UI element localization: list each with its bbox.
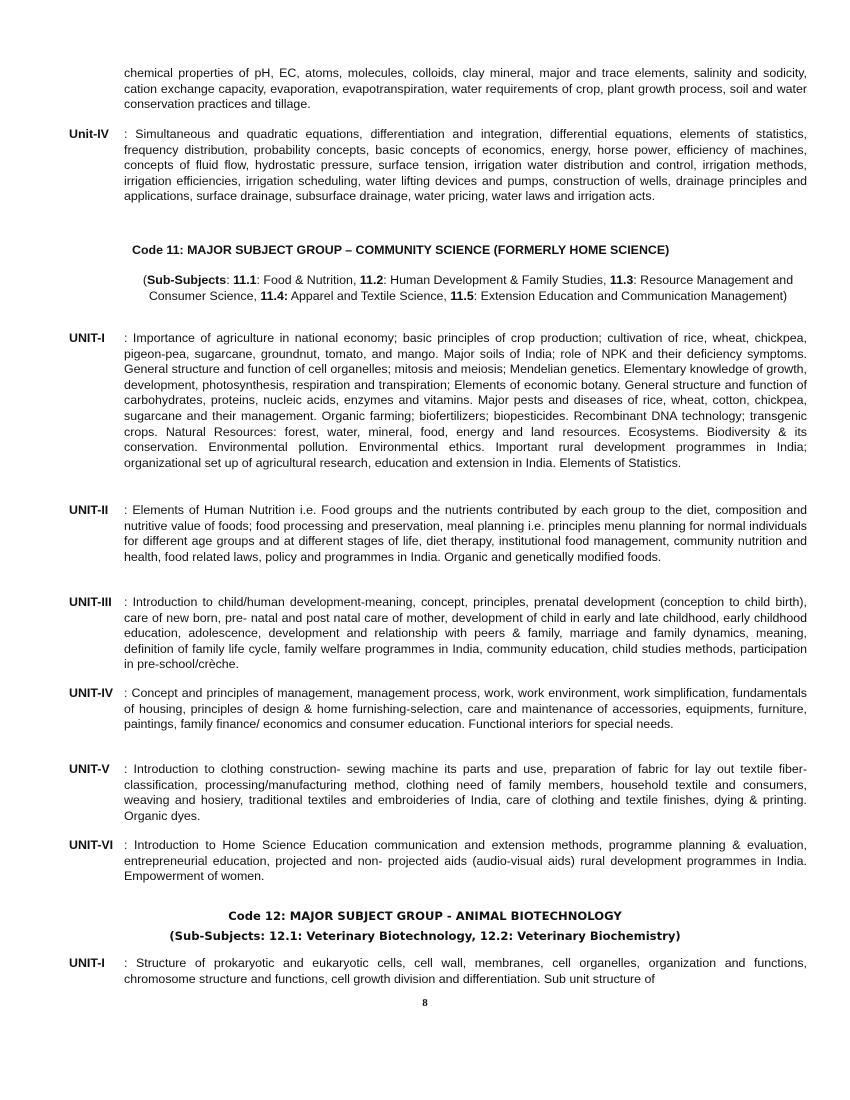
unit-label: UNIT-II (69, 503, 109, 517)
continuation-paragraph: chemical properties of pH, EC, atoms, molecules, colloids, clay mineral, major and trace elements, salinity and sodicity, cation exchange capacity, evaporation, evapotranspiration, water requirements of crop, plant growth process, soil and water conservation practices and tillage. (124, 66, 807, 112)
unit-text: : Elements of Human Nutrition i.e. Food groups and the nutrients contributed by each group to the diet, composition and nutritive value of foods; food processing and preservation, meal planning i.e. principles menu planning for normal individuals for different age groups and at different stages of life, diet therapy, institutional food management, community nutrition and health, food related laws, policy and programmes in India. Organic and genetically modified foods. (124, 503, 807, 564)
unit-text: : Introduction to Home Science Education communication and extension methods, programme planning & evaluation, entrepreneurial education, projected and non- projected aids (audio-visual aids) rural development programmes in India. Empowerment of women. (124, 838, 807, 884)
unit-iv-agri-engineering (69, 127, 807, 205)
code11-unit-iii (69, 595, 807, 673)
code11-sub-subjects: (Sub-Subjects: 11.1: Food & Nutrition, 11.2: Human Development & Family Studies, 11.3: Resource Management and Consumer Science, 11.4: Apparel and Textile Science, 11.5: Extension Education and Communication Management) (142, 273, 794, 303)
unit-text: : Introduction to clothing construction- sewing machine its parts and use, preparation of fabric for lay out textile fiber-classification, processing/manufacturing method, clothing need of family members, household textile and consumers, weaving and hosiery, traditional textiles and embroideries of India, care of clothing and textile finishes, dying & printing. Organic dyes. (124, 762, 807, 823)
code11-unit-iv (69, 686, 807, 733)
unit-label: UNIT-VI (69, 838, 114, 852)
code12-unit-i (69, 956, 807, 987)
unit-label: UNIT-I (69, 331, 105, 345)
unit-text: : Introduction to child/human development-meaning, concept, principles, prenatal development (conception to child birth), care of new born, pre- natal and post natal care of mother, development of child in early and late childhood, early childhood education, adolescence, development and relationship with peers & family, marriage and family dynamics, meaning, definition of family life cycle, family welfare programmes in India, community education, child studies methods, participation in pre-school/crèche. (124, 595, 807, 672)
code12-heading: Code 12: MAJOR SUBJECT GROUP - ANIMAL BIOTECHNOLOGY (228, 909, 622, 923)
code11-unit-v (69, 762, 807, 824)
code12-sub-subjects: (Sub-Subjects: 12.1: Veterinary Biotechnology, 12.2: Veterinary Biochemistry) (169, 929, 681, 943)
unit-text: : Importance of agriculture in national economy; basic principles of crop production; cultivation of rice, wheat, chickpea, pigeon-pea, sugarcane, groundnut, tomato, and mango. Major soils of India; role of NPK and their deficiency symptoms. General structure and function of cell organelles; mitosis and meiosis; Mendelian genetics. Elementary knowledge of growth, development, photosynthesis, respiration and transpiration; Elements of economic botany. General structure and function of carbohydrates, proteins, nucleic acids, enzymes and vitamins. Major pests and diseases of rice, wheat, cotton, chickpea, sugarcane and their management. Organic farming; biofertilizers; biopesticides. Recombinant DNA technology; transgenic crops. Natural Resources: forest, water, mineral, food, energy and land resources. Ecosystems. Biodiversity & its conservation. Environmental pollution. Environmental ethics. Important rural development programmes in India; organizational set up of agricultural research, education and extension in India. Elements of Statistics. (124, 331, 807, 470)
unit-text: : Concept and principles of management, management process, work, work environment, work simplification, fundamentals of housing, principles of design & home furnishing-selection, care and maintenance of accessories, equipments, furniture, paintings, family finance/ economics and consumer education. Functional interiors for special needs. (124, 686, 807, 732)
unit-label: Unit-IV (69, 127, 109, 141)
unit-label: UNIT-III (69, 595, 112, 609)
page-number: 8 (422, 997, 428, 1009)
code11-heading: Code 11: MAJOR SUBJECT GROUP – COMMUNITY SCIENCE (FORMERLY HOME SCIENCE) (132, 243, 670, 257)
unit-text: : Simultaneous and quadratic equations, differentiation and integration, differential equations, elements of statistics, frequency distribution, probability concepts, basic concepts of economics, energy, horse power, efficiency of machines, concepts of fluid flow, hydrostatic pressure, surface tension, irrigation water distribution and control, irrigation methods, irrigation efficiencies, irrigation scheduling, water lifting devices and pumps, construction of wells, drainage principles and applications, surface drainage, subsurface drainage, water pricing, water laws and irrigation acts. (124, 127, 807, 204)
unit-label: UNIT-I (69, 956, 105, 970)
unit-text: : Structure of prokaryotic and eukaryotic cells, cell wall, membranes, cell organelles, organization and functions, chromosome structure and functions, cell growth division and differentiation. Sub unit structure of (124, 956, 807, 986)
unit-label: UNIT-V (69, 762, 110, 776)
code11-unit-i (69, 331, 807, 471)
unit-label: UNIT-IV (69, 686, 114, 700)
code11-unit-vi (69, 838, 807, 885)
code11-unit-ii (69, 503, 807, 565)
